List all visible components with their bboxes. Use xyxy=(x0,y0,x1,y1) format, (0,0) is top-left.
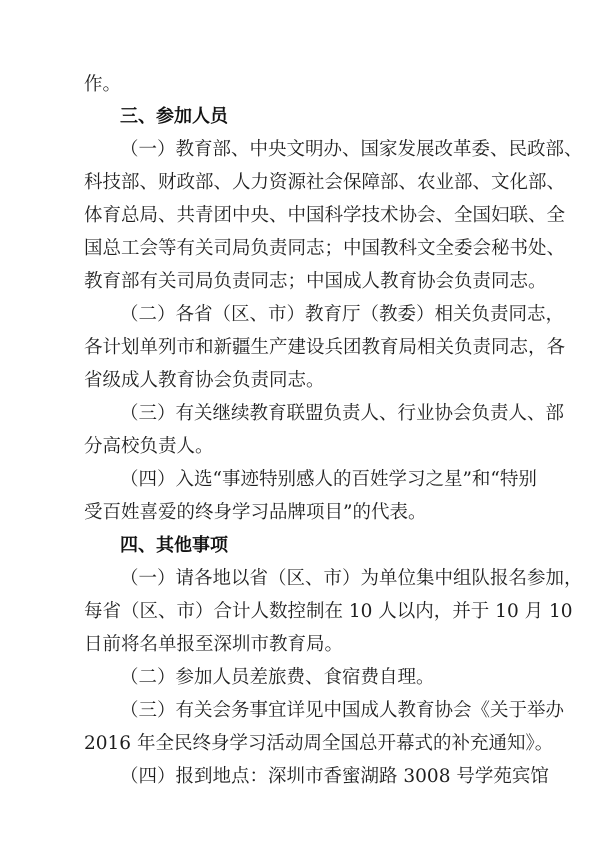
paragraph-line: 科技部、财政部、人力资源社会保障部、农业部、文化部、 xyxy=(84,172,566,193)
paragraph-line: （二）各省（区、市）教育厅（教委）相关负责同志， xyxy=(120,304,565,325)
paragraph-line: 体育总局、共青团中央、中国科学技术协会、全国妇联、全 xyxy=(84,205,566,226)
paragraph-line: 各计划单列市和新疆生产建设兵团教育局相关负责同志，各 xyxy=(84,337,566,358)
paragraph-line: （一）教育部、中央文明办、国家发展改革委、民政部、 xyxy=(120,139,583,160)
section-heading-participants: 三、参加人员 xyxy=(120,106,228,127)
paragraph-line: 教育部有关司局负责同志；中国成人教育协会负责同志。 xyxy=(84,271,547,292)
paragraph-line: （三）有关继续教育联盟负责人、行业协会负责人、部 xyxy=(120,403,565,424)
paragraph-line: 省级成人教育协会负责同志。 xyxy=(84,370,325,391)
paragraph-line: 每省（区、市）合计人数控制在 10 人以内，并于 10 月 10 xyxy=(84,601,573,622)
paragraph-line: （一）请各地以省（区、市）为单位集中组队报名参加， xyxy=(120,568,583,589)
paragraph-line: （四）报到地点：深圳市香蜜湖路 3008 号学苑宾馆 xyxy=(120,766,549,787)
paragraph-line: 分高校负责人。 xyxy=(84,436,214,457)
paragraph-line: 2016 年全民终身学习活动周全国总开幕式的补充通知》。 xyxy=(84,733,554,754)
paragraph-line: 日前将名单报至深圳市教育局。 xyxy=(84,634,344,655)
section-heading-other-matters: 四、其他事项 xyxy=(120,535,228,556)
continued-text-line: 作。 xyxy=(84,74,122,95)
paragraph-line: 国总工会等有关司局负责同志；中国教科文全委会秘书处、 xyxy=(84,238,566,259)
paragraph-line: （二）参加人员差旅费、食宿费自理。 xyxy=(120,667,435,688)
paragraph-line: （三）有关会务事宜详见中国成人教育协会《关于举办 xyxy=(120,700,565,721)
paragraph-line: 受百姓喜爱的终身学习品牌项目”的代表。 xyxy=(84,502,427,523)
paragraph-line: （四）入选“事迹特别感人的百姓学习之星”和“特别 xyxy=(120,469,537,490)
